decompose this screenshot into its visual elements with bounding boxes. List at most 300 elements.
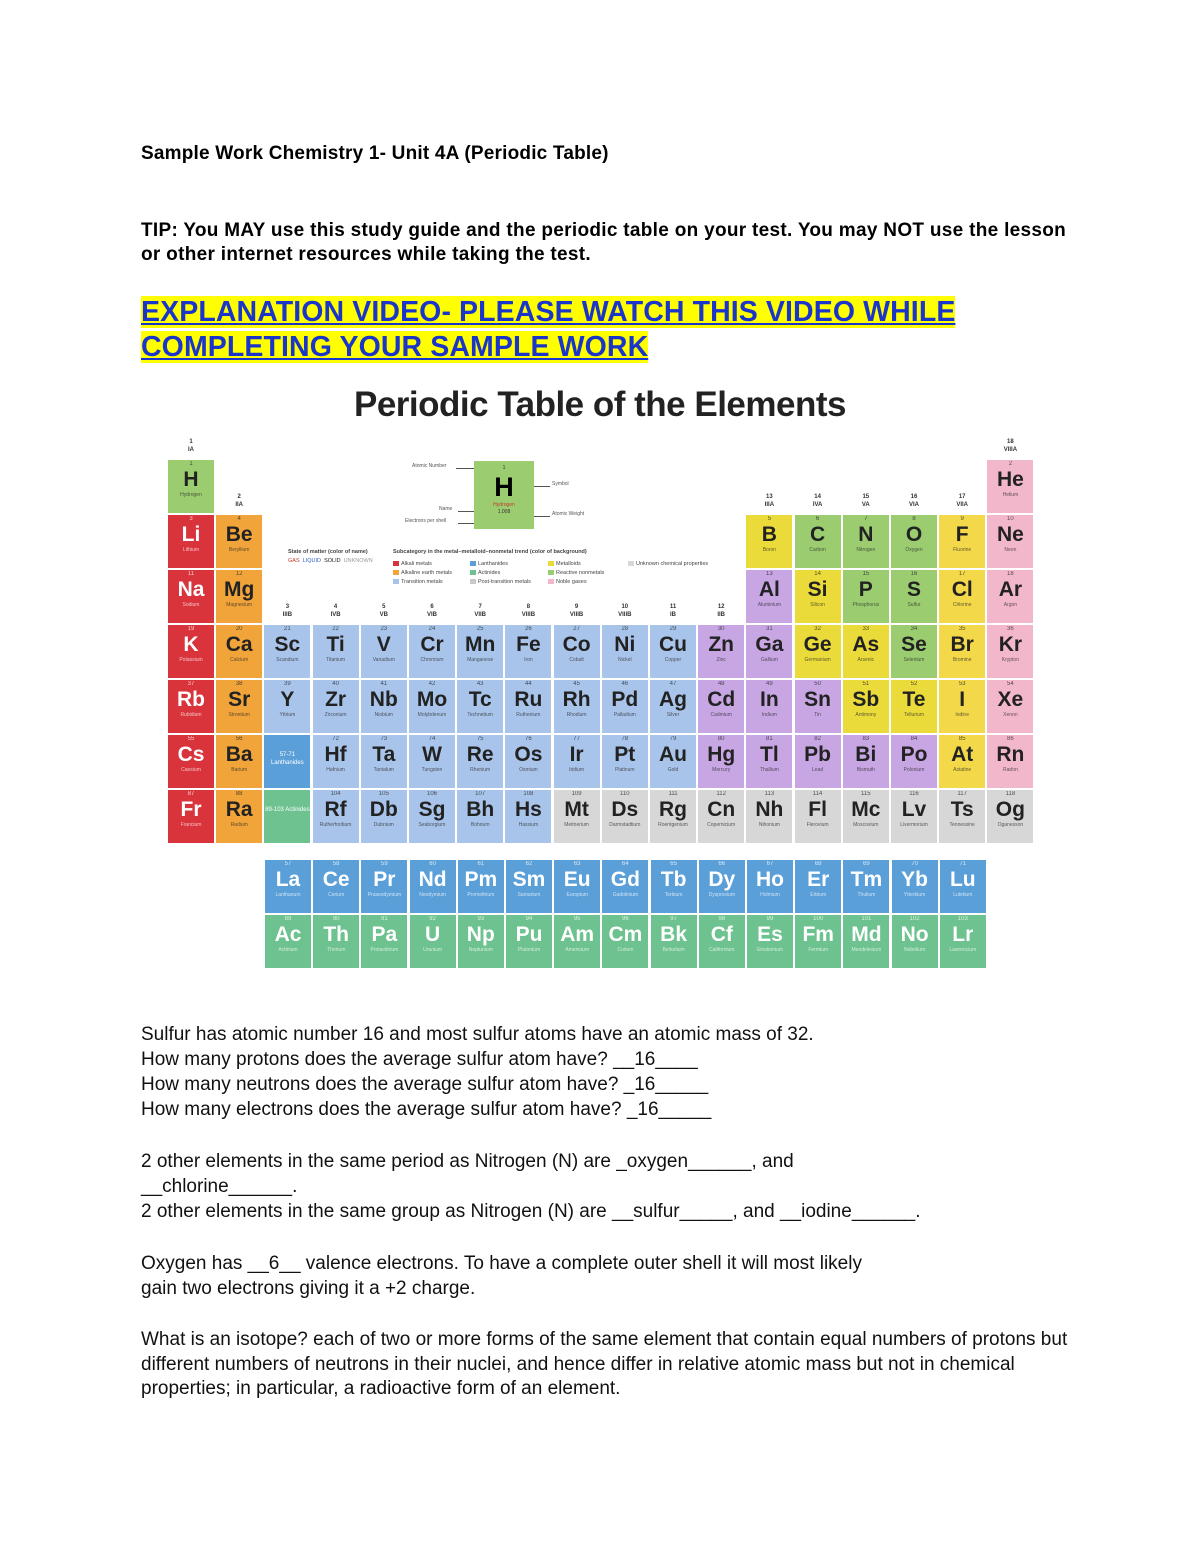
element-cell-livermorium bbox=[891, 790, 937, 843]
element-symbol: Cr bbox=[420, 633, 444, 656]
element-symbol: Og bbox=[995, 798, 1025, 821]
element-cell-boron bbox=[746, 515, 792, 568]
element-number: 37 bbox=[187, 681, 195, 687]
element-name: Sodium bbox=[182, 602, 200, 608]
group-roman: IIB bbox=[717, 612, 726, 618]
state-liquid: LIQUID bbox=[302, 558, 322, 564]
element-name: Nickel bbox=[617, 657, 632, 663]
element-name: Manganese bbox=[467, 657, 494, 663]
legend-label: Noble gases bbox=[556, 579, 587, 585]
element-number: 76 bbox=[525, 736, 532, 742]
element-number: 93 bbox=[477, 916, 485, 922]
element-cell-chromium bbox=[409, 625, 455, 678]
group-roman: VIIIB bbox=[618, 612, 632, 618]
element-symbol: Cs bbox=[177, 743, 205, 766]
question-group: 2 other elements in the same group as Nitrogen (N) are __sulfur_____, and __iodine______. bbox=[141, 1201, 921, 1222]
element-symbol: Es bbox=[757, 923, 783, 946]
key-pointer-line bbox=[534, 486, 550, 487]
element-number: 104 bbox=[330, 791, 341, 797]
legend-subcategory-heading: Subcategory in the metal–metalloid–nonmetal trend (color of background) bbox=[393, 549, 587, 555]
group-label-14 bbox=[795, 493, 841, 509]
element-name: Argon bbox=[1003, 602, 1018, 608]
group-label-2 bbox=[216, 493, 262, 509]
video-link-line-2[interactable]: COMPLETING YOUR SAMPLE WORK bbox=[141, 331, 649, 363]
group-roman: IVA bbox=[812, 502, 823, 508]
element-symbol: V bbox=[376, 633, 391, 656]
element-number: 110 bbox=[620, 791, 630, 797]
element-number: 38 bbox=[235, 681, 243, 687]
element-name: Bohrium bbox=[470, 822, 490, 828]
element-name: Hafnium bbox=[326, 767, 345, 773]
element-name: Thallium bbox=[759, 767, 779, 773]
series-placeholder-actinides bbox=[264, 790, 310, 843]
element-number: 28 bbox=[621, 626, 629, 632]
element-symbol: C bbox=[810, 523, 826, 546]
element-number: 101 bbox=[861, 916, 872, 922]
element-symbol: Os bbox=[514, 743, 543, 766]
element-number: 49 bbox=[766, 681, 773, 687]
element-name: Sulfur bbox=[907, 602, 921, 608]
element-cell-tennessine bbox=[939, 790, 985, 843]
legend-swatch bbox=[470, 561, 476, 566]
question-isotope: What is an isotope? each of two or more forms of the same element that contain equal numbers of protons but different numbers of neutrons in their nuclei, and hence differ in relative atomic mass but not in chemical properties; in particular, a radioactive form of an element. bbox=[141, 1329, 1068, 1399]
element-name: Lead bbox=[812, 767, 824, 773]
element-cell-roentgenium bbox=[650, 790, 696, 843]
element-number: 53 bbox=[958, 681, 966, 687]
element-name: Protactinium bbox=[370, 947, 399, 953]
element-name: Rutherfordium bbox=[319, 822, 352, 828]
video-link-line-1[interactable]: EXPLANATION VIDEO- PLEASE WATCH THIS VIDEO WHILE bbox=[141, 296, 956, 328]
legend-swatch bbox=[393, 570, 399, 575]
element-cell-hassium bbox=[505, 790, 551, 843]
element-symbol: Ru bbox=[514, 688, 543, 711]
element-number: 4 bbox=[237, 516, 241, 522]
element-symbol: Nb bbox=[369, 688, 398, 711]
element-cell-titanium bbox=[313, 625, 359, 678]
element-number: 55 bbox=[187, 736, 195, 742]
element-number: 105 bbox=[378, 791, 389, 797]
element-name: Potassium bbox=[179, 657, 203, 663]
group-label-11 bbox=[650, 603, 696, 619]
element-name: Radon bbox=[1003, 767, 1018, 773]
state-solid: SOLID bbox=[324, 558, 341, 564]
element-cell-palladium bbox=[602, 680, 648, 733]
document-title: Sample Work Chemistry 1- Unit 4A (Periodic Table) bbox=[141, 143, 609, 164]
element-cell-thulium bbox=[843, 860, 889, 913]
group-roman: VIB bbox=[426, 612, 437, 618]
element-symbol: P bbox=[858, 578, 873, 601]
element-symbol: Ga bbox=[755, 633, 784, 656]
group-number: 7 bbox=[478, 604, 482, 610]
element-number: 107 bbox=[475, 791, 486, 797]
legend-label: Reactive nonmetals bbox=[556, 570, 605, 576]
legend-label: Metalloids bbox=[556, 561, 581, 567]
element-cell-caesium bbox=[168, 735, 214, 788]
legend-swatch bbox=[548, 570, 554, 575]
element-number: 106 bbox=[426, 791, 437, 797]
key-element-cell bbox=[474, 461, 534, 529]
element-name: Silicon bbox=[810, 602, 825, 608]
element-number: 97 bbox=[670, 916, 677, 922]
element-number: 59 bbox=[381, 861, 388, 867]
element-name: Copernicium bbox=[707, 822, 736, 828]
element-name: Palladium bbox=[613, 712, 636, 718]
element-symbol: Cd bbox=[707, 688, 736, 711]
element-symbol: Lv bbox=[901, 798, 927, 821]
group-number: 5 bbox=[382, 604, 386, 610]
group-roman: IIA bbox=[235, 502, 244, 508]
element-number: 8 bbox=[912, 516, 916, 522]
element-number: 72 bbox=[332, 736, 339, 742]
element-symbol: Bh bbox=[466, 798, 495, 821]
group-label-4 bbox=[313, 603, 359, 619]
element-cell-bromine bbox=[939, 625, 985, 678]
element-symbol: Tc bbox=[468, 688, 492, 711]
element-name: Francium bbox=[180, 822, 202, 828]
element-cell-meitnerium bbox=[554, 790, 600, 843]
element-symbol: Sb bbox=[852, 688, 880, 711]
element-name: Copper bbox=[664, 657, 682, 663]
element-cell-osmium bbox=[505, 735, 551, 788]
element-symbol: Cm bbox=[608, 923, 643, 946]
group-label-12 bbox=[698, 603, 744, 619]
element-cell-promethium bbox=[458, 860, 504, 913]
element-name: Molybdenum bbox=[417, 712, 447, 718]
element-symbol: Kr bbox=[998, 633, 1023, 656]
element-symbol: Hg bbox=[707, 743, 736, 766]
element-symbol: Th bbox=[323, 923, 350, 946]
element-name: Indium bbox=[761, 712, 777, 718]
element-cell-plutonium bbox=[506, 915, 552, 968]
element-name: Meitnerium bbox=[564, 822, 589, 828]
element-number: 33 bbox=[862, 626, 870, 632]
element-symbol: Fl bbox=[808, 798, 827, 821]
element-name: Neon bbox=[1004, 547, 1017, 553]
element-cell-helium bbox=[987, 460, 1033, 513]
element-symbol: Zr bbox=[325, 688, 347, 711]
key-pointer-line bbox=[456, 468, 474, 469]
element-cell-francium bbox=[168, 790, 214, 843]
element-cell-vanadium bbox=[361, 625, 407, 678]
question-1: Sulfur has atomic number 16 and most sulfur atoms have an atomic mass of 32. bbox=[141, 1024, 814, 1045]
element-cell-astatine bbox=[939, 735, 985, 788]
group-label-6 bbox=[409, 603, 455, 619]
element-symbol: Np bbox=[466, 923, 495, 946]
element-number: 41 bbox=[380, 681, 388, 687]
key-label-name: Name bbox=[439, 506, 453, 512]
element-cell-praseodymium bbox=[361, 860, 407, 913]
element-symbol: Tl bbox=[760, 743, 779, 766]
element-name: Californium bbox=[709, 947, 735, 953]
group-number: 14 bbox=[814, 494, 821, 500]
element-number: 108 bbox=[523, 791, 534, 797]
element-cell-hydrogen bbox=[168, 460, 214, 513]
element-cell-cobalt bbox=[554, 625, 600, 678]
element-name: Titanium bbox=[326, 657, 346, 663]
element-name: Mercury bbox=[712, 767, 731, 773]
element-name: Plutonium bbox=[517, 947, 541, 953]
legend-item-noble bbox=[548, 578, 587, 586]
legend-label: Transition metals bbox=[401, 579, 443, 585]
group-label-1 bbox=[168, 438, 214, 454]
element-symbol: Ta bbox=[372, 743, 396, 766]
element-cell-iridium bbox=[554, 735, 600, 788]
tip-paragraph: TIP: You MAY use this study guide and the periodic table on your test. You may NOT use the lesson or other internet resources while taking the test. bbox=[141, 220, 1067, 265]
element-cell-uranium bbox=[410, 915, 456, 968]
element-cell-rubidium bbox=[168, 680, 214, 733]
element-cell-dubnium bbox=[361, 790, 407, 843]
key-label-electrons: Electrons per shell bbox=[405, 518, 447, 524]
element-number: 70 bbox=[911, 861, 918, 867]
group-number: 3 bbox=[285, 604, 290, 610]
group-label-9 bbox=[554, 603, 600, 619]
group-roman: VIIA bbox=[956, 502, 969, 508]
element-number: 73 bbox=[380, 736, 388, 742]
element-cell-cerium bbox=[313, 860, 359, 913]
element-number: 39 bbox=[284, 681, 291, 687]
element-number: 52 bbox=[910, 681, 918, 687]
element-name: Iron bbox=[524, 657, 533, 663]
element-number: 68 bbox=[814, 861, 822, 867]
element-number: 113 bbox=[764, 791, 775, 797]
element-symbol: Nh bbox=[755, 798, 784, 821]
element-symbol: Ho bbox=[756, 868, 784, 891]
element-symbol: Rh bbox=[562, 688, 591, 711]
element-symbol: Rb bbox=[177, 688, 205, 711]
element-cell-ruthenium bbox=[505, 680, 551, 733]
element-cell-sodium bbox=[168, 570, 214, 623]
legend-item-alkali bbox=[393, 560, 432, 568]
element-symbol: Fr bbox=[180, 798, 202, 821]
element-number: 100 bbox=[813, 916, 824, 922]
element-cell-krypton bbox=[987, 625, 1033, 678]
element-number: 66 bbox=[718, 861, 726, 867]
element-number: 17 bbox=[958, 571, 966, 577]
element-cell-indium bbox=[746, 680, 792, 733]
element-number: 30 bbox=[717, 626, 725, 632]
element-number: 83 bbox=[862, 736, 870, 742]
element-symbol: Lu bbox=[949, 868, 976, 891]
element-number: 57 bbox=[284, 861, 292, 867]
element-name: Magnesium bbox=[226, 602, 253, 608]
element-name: Krypton bbox=[1001, 657, 1019, 663]
element-symbol: W bbox=[422, 743, 442, 766]
element-name: Caesium bbox=[181, 767, 201, 773]
group-number: 13 bbox=[766, 494, 773, 500]
element-cell-manganese bbox=[457, 625, 503, 678]
element-cell-lead bbox=[795, 735, 841, 788]
element-number: 15 bbox=[862, 571, 870, 577]
element-number: 85 bbox=[958, 736, 966, 742]
element-name: Lutetium bbox=[953, 892, 973, 898]
element-name: Bromine bbox=[952, 657, 972, 663]
element-symbol: Hf bbox=[324, 743, 347, 766]
element-name: Aluminium bbox=[757, 602, 782, 608]
group-number: 12 bbox=[717, 604, 725, 610]
element-name: Zirconium bbox=[324, 712, 347, 718]
element-number: 24 bbox=[428, 626, 436, 632]
element-name: Iridium bbox=[569, 767, 585, 773]
element-number: 43 bbox=[476, 681, 484, 687]
element-number: 78 bbox=[621, 736, 629, 742]
element-cell-fluorine bbox=[939, 515, 985, 568]
element-cell-beryllium bbox=[216, 515, 262, 568]
element-cell-protactinium bbox=[361, 915, 407, 968]
element-name: Scandium bbox=[276, 657, 299, 663]
element-name: Fluorine bbox=[953, 547, 972, 553]
element-number: 75 bbox=[476, 736, 484, 742]
element-cell-tantalum bbox=[361, 735, 407, 788]
element-number: 10 bbox=[1007, 516, 1014, 522]
element-name: Uranium bbox=[423, 947, 443, 953]
element-symbol: Dy bbox=[708, 868, 736, 891]
element-cell-niobium bbox=[361, 680, 407, 733]
element-name: Polonium bbox=[903, 767, 925, 773]
element-number: 16 bbox=[910, 571, 918, 577]
element-name: Carbon bbox=[809, 547, 826, 553]
group-number: 18 bbox=[1007, 439, 1014, 445]
element-name: Cerium bbox=[328, 892, 345, 898]
element-cell-aluminium bbox=[746, 570, 792, 623]
element-symbol: Na bbox=[177, 578, 205, 601]
group-label-17 bbox=[939, 493, 985, 509]
element-cell-xenon bbox=[987, 680, 1033, 733]
element-symbol: Md bbox=[851, 923, 882, 946]
element-cell-dysprosium bbox=[699, 860, 745, 913]
element-cell-zirconium bbox=[313, 680, 359, 733]
element-symbol: Ra bbox=[225, 798, 253, 821]
key-pointer-line bbox=[458, 523, 474, 524]
question-electrons: How many electrons does the average sulfur atom have? _16_____ bbox=[141, 1099, 712, 1120]
element-number: 35 bbox=[958, 626, 966, 632]
legend-label: Alkali metals bbox=[401, 561, 432, 567]
element-cell-radium bbox=[216, 790, 262, 843]
element-symbol: Sg bbox=[418, 798, 446, 821]
element-number: 65 bbox=[670, 861, 677, 867]
element-name: Helium bbox=[1002, 492, 1019, 498]
element-symbol: Br bbox=[950, 633, 974, 656]
element-cell-neodymium bbox=[410, 860, 456, 913]
element-cell-americium bbox=[554, 915, 600, 968]
element-symbol: Se bbox=[901, 633, 927, 656]
element-name: Terbium bbox=[664, 892, 683, 898]
element-name: Calcium bbox=[230, 657, 249, 663]
explanation-video-link[interactable] bbox=[141, 295, 955, 365]
element-symbol: Ts bbox=[950, 798, 974, 821]
element-cell-flerovium bbox=[795, 790, 841, 843]
legend-states bbox=[288, 557, 373, 565]
element-name: Thulium bbox=[857, 892, 876, 898]
element-number: 19 bbox=[187, 626, 195, 632]
element-name: Silver bbox=[666, 712, 680, 718]
element-symbol: F bbox=[955, 523, 969, 546]
element-cell-curium bbox=[602, 915, 648, 968]
element-cell-erbium bbox=[795, 860, 841, 913]
element-symbol: B bbox=[761, 523, 777, 546]
key-pointer-line bbox=[458, 511, 474, 512]
question-protons: How many protons does the average sulfur atom have? __16____ bbox=[141, 1049, 698, 1070]
element-cell-einsteinium bbox=[747, 915, 793, 968]
element-symbol: Fe bbox=[516, 633, 541, 656]
element-number: 54 bbox=[1007, 681, 1014, 687]
element-name: Zinc bbox=[716, 657, 726, 663]
group-roman: IA bbox=[188, 447, 194, 453]
element-number: 116 bbox=[909, 791, 919, 797]
element-symbol: Ac bbox=[274, 923, 302, 946]
element-name: Ytterbium bbox=[903, 892, 926, 898]
element-number: 99 bbox=[766, 916, 774, 922]
element-symbol: In bbox=[760, 688, 779, 711]
element-number: 48 bbox=[717, 681, 725, 687]
element-name: Erbium bbox=[810, 892, 827, 898]
element-name: Nihonium bbox=[758, 822, 780, 828]
element-cell-magnesium bbox=[216, 570, 262, 623]
element-cell-berkelium bbox=[651, 915, 697, 968]
element-name: Selenium bbox=[903, 657, 925, 663]
element-number: 27 bbox=[573, 626, 580, 632]
element-number: 13 bbox=[766, 571, 773, 577]
element-cell-seaborgium bbox=[409, 790, 455, 843]
group-label-5 bbox=[361, 603, 407, 619]
key-label-symbol: Symbol bbox=[552, 481, 569, 487]
element-number: 20 bbox=[235, 626, 243, 632]
group-number: 9 bbox=[574, 604, 579, 610]
element-number: 95 bbox=[573, 916, 581, 922]
element-cell-thallium bbox=[746, 735, 792, 788]
element-cell-hafnium bbox=[313, 735, 359, 788]
element-number: 79 bbox=[669, 736, 677, 742]
element-symbol: Bi bbox=[855, 743, 877, 766]
element-name: Promethium bbox=[467, 892, 495, 898]
element-cell-germanium bbox=[795, 625, 841, 678]
element-cell-rhodium bbox=[554, 680, 600, 733]
element-name: Hydrogen bbox=[180, 492, 202, 498]
element-symbol: Rn bbox=[996, 743, 1025, 766]
key-mass: 1.008 bbox=[497, 509, 511, 515]
element-name: Boron bbox=[762, 547, 777, 553]
element-name: Seaborgium bbox=[418, 822, 446, 828]
element-name: Samarium bbox=[517, 892, 541, 898]
element-cell-oganesson bbox=[987, 790, 1033, 843]
group-roman: VIIIB bbox=[521, 612, 536, 618]
element-name: Technetium bbox=[467, 712, 493, 718]
element-cell-carbon bbox=[795, 515, 841, 568]
element-symbol: Ds bbox=[611, 798, 639, 821]
state-unknown: UNKNOWN bbox=[343, 558, 373, 564]
legend-swatch bbox=[470, 579, 476, 584]
element-name: Praseodymium bbox=[367, 892, 402, 898]
legend-swatch bbox=[548, 579, 554, 584]
element-symbol: Tm bbox=[850, 868, 883, 891]
element-symbol: Al bbox=[758, 578, 780, 601]
legend-item-unknown bbox=[628, 560, 708, 568]
element-cell-iodine bbox=[939, 680, 985, 733]
element-cell-molybdenum bbox=[409, 680, 455, 733]
element-cell-argon bbox=[987, 570, 1033, 623]
element-symbol: Ne bbox=[996, 523, 1024, 546]
element-cell-californium bbox=[699, 915, 745, 968]
legend-label: Post-transition metals bbox=[478, 579, 531, 585]
element-name: Tin bbox=[814, 712, 821, 718]
key-number: 1 bbox=[502, 465, 506, 471]
element-number: 21 bbox=[284, 626, 291, 632]
element-name: Actinium bbox=[278, 947, 298, 953]
element-name: Cadmium bbox=[710, 712, 732, 718]
element-cell-mendelevium bbox=[843, 915, 889, 968]
element-symbol: Mn bbox=[465, 633, 496, 656]
element-cell-rhenium bbox=[457, 735, 503, 788]
group-roman: IB bbox=[670, 612, 676, 618]
